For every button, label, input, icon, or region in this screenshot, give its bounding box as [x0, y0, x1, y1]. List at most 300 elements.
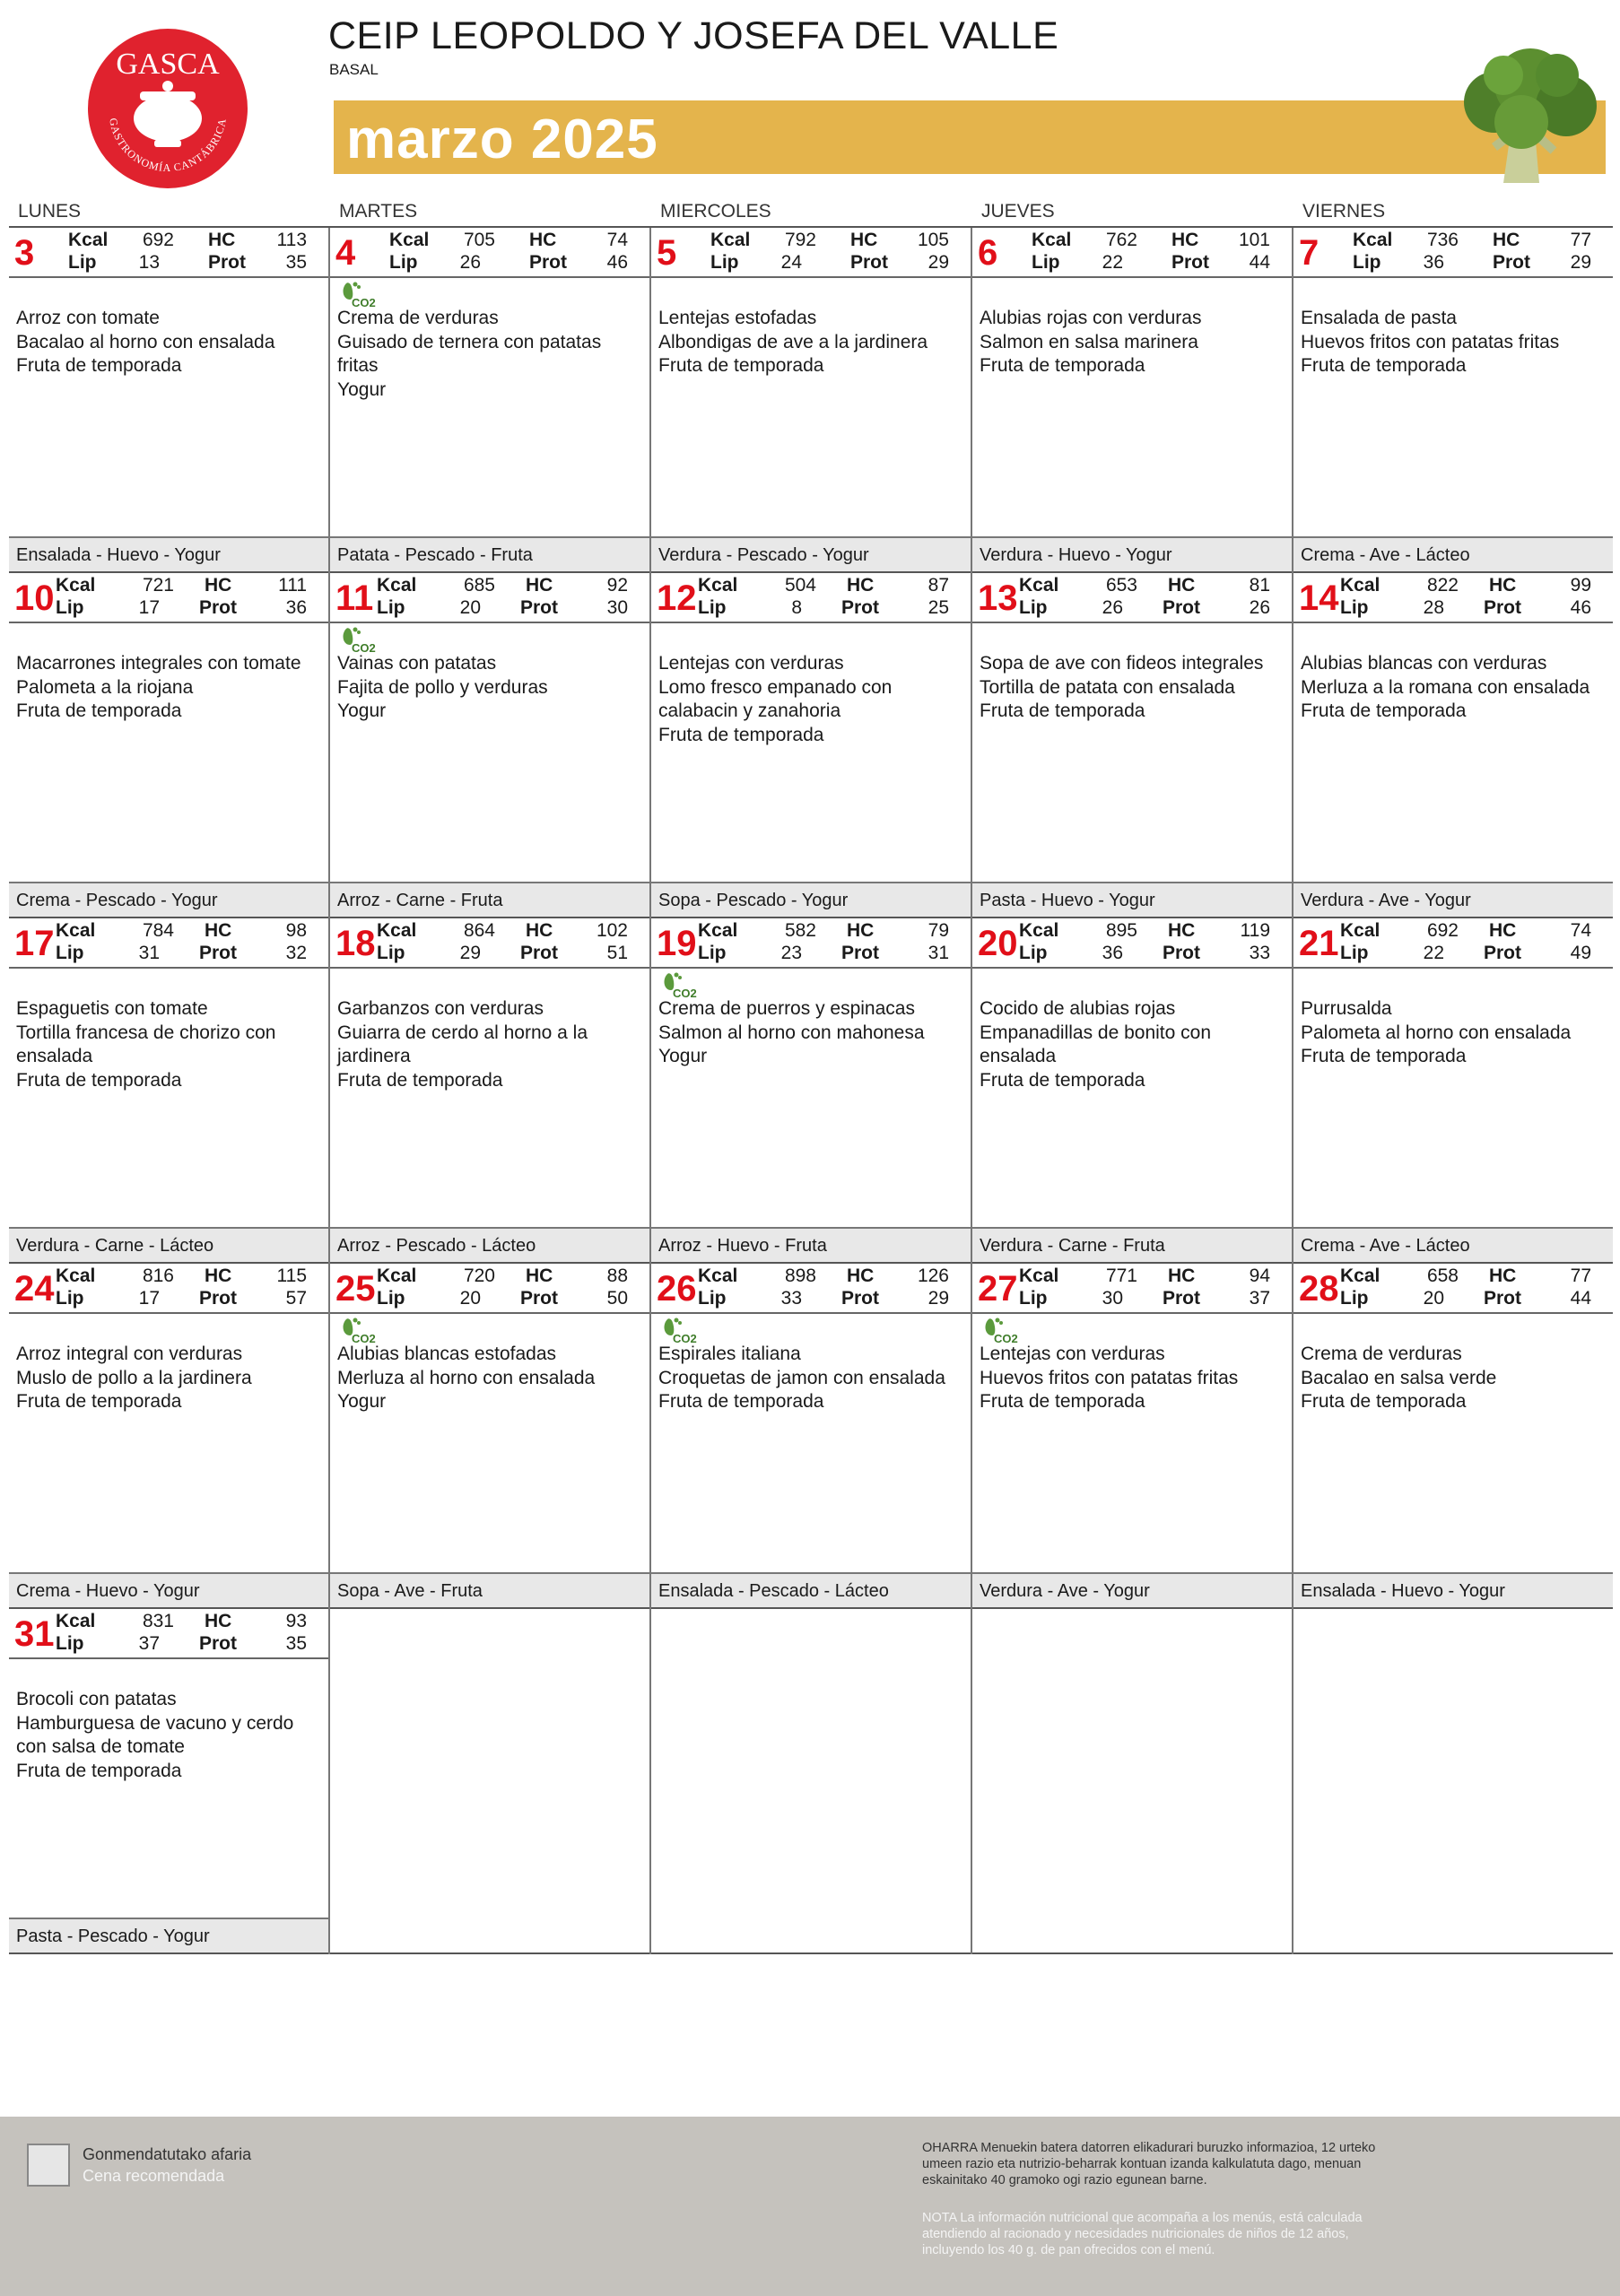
- menu-list: [658, 307, 963, 378]
- menu-dish: Bacalao al horno con ensalada: [16, 331, 275, 352]
- menu-list: [337, 307, 642, 402]
- lip-value: 36: [1423, 252, 1444, 273]
- day-number: 18: [335, 924, 376, 963]
- menu-dish: Yogur: [658, 1046, 708, 1066]
- recommended-dinner: Verdura - Huevo - Yogur: [972, 536, 1292, 572]
- kcal-label: Kcal: [56, 1611, 96, 1631]
- lip-value: 24: [780, 252, 802, 273]
- menu-dish: Albondigas de ave a la jardinera: [658, 331, 928, 352]
- recommended-dinner: Verdura - Pescado - Yogur: [651, 536, 971, 572]
- prot-value: 25: [928, 597, 949, 618]
- day-cell: [9, 918, 328, 1264]
- svg-text:CO2: CO2: [994, 1332, 1018, 1345]
- recommended-dinner: Arroz - Carne - Fruta: [330, 882, 649, 918]
- day-cell: [1293, 228, 1613, 573]
- menu-dish: Empanadillas de bonito con ensalada: [980, 1022, 1212, 1066]
- prot-value: 51: [606, 943, 628, 963]
- gasca-logo: [86, 27, 249, 190]
- lip-label: Lip: [1032, 252, 1060, 273]
- prot-value: 26: [1249, 597, 1270, 618]
- weekday-header: VIERNES: [1302, 201, 1386, 222]
- day-number: 6: [978, 233, 998, 273]
- recommended-dinner: Ensalada - Pescado - Lácteo: [651, 1572, 971, 1608]
- day-number: 11: [335, 578, 374, 618]
- menu-list: [1301, 1343, 1606, 1414]
- lip-value: 29: [459, 943, 481, 963]
- svg-text:CO2: CO2: [352, 1332, 376, 1345]
- prot-value: 37: [1249, 1288, 1270, 1309]
- nutrition-stats: [330, 1264, 649, 1314]
- prot-value: 29: [1570, 252, 1591, 273]
- lip-label: Lip: [698, 943, 727, 963]
- column-separator: [649, 228, 651, 1954]
- menu-list: [1301, 652, 1606, 724]
- day-number: 14: [1299, 578, 1339, 618]
- lip-value: 26: [1102, 597, 1123, 618]
- hc-label: HC: [1489, 1265, 1517, 1286]
- hc-value: 111: [278, 575, 307, 596]
- prot-value: 35: [285, 1633, 307, 1654]
- menu-dish: Croquetas de jamon con ensalada: [658, 1367, 945, 1388]
- prot-value: 49: [1570, 943, 1591, 963]
- column-separator: [1292, 228, 1293, 1954]
- lip-label: Lip: [56, 597, 84, 618]
- hc-value: 74: [1570, 920, 1591, 941]
- menu-list: [980, 652, 1285, 724]
- prot-value: 32: [285, 943, 307, 963]
- prot-value: 36: [285, 597, 307, 618]
- menu-dish: Fruta de temporada: [1301, 700, 1467, 721]
- lip-value: 28: [1423, 597, 1444, 618]
- prot-label: Prot: [529, 252, 567, 273]
- prot-value: 30: [606, 597, 628, 618]
- nutrition-stats: [330, 918, 649, 969]
- prot-label: Prot: [199, 1288, 237, 1309]
- lip-value: 17: [138, 597, 160, 618]
- hc-label: HC: [529, 230, 557, 250]
- hc-label: HC: [205, 1611, 232, 1631]
- hc-value: 101: [1238, 230, 1270, 250]
- day-cell: [330, 1264, 649, 1609]
- hc-value: 87: [928, 575, 949, 596]
- menu-dish: Huevos fritos con patatas fritas: [980, 1367, 1239, 1388]
- kcal-label: Kcal: [389, 230, 430, 250]
- weekday-header: LUNES: [18, 201, 82, 222]
- kcal-label: Kcal: [1340, 575, 1380, 596]
- menu-list: [658, 997, 963, 1069]
- hc-label: HC: [1168, 1265, 1196, 1286]
- hc-value: 99: [1570, 575, 1591, 596]
- hc-value: 102: [596, 920, 628, 941]
- co2-footprint-icon: [662, 970, 697, 1000]
- prot-value: 35: [285, 252, 307, 273]
- menu-dish: Guiarra de cerdo al horno a la jardinera: [337, 1022, 588, 1066]
- day-cell: [1293, 918, 1613, 1264]
- kcal-value: 762: [1105, 230, 1137, 250]
- weekday-header: JUEVES: [981, 201, 1055, 222]
- day-cell: [9, 573, 328, 918]
- nutrition-stats: [972, 228, 1292, 278]
- hc-value: 105: [917, 230, 949, 250]
- lip-value: 31: [138, 943, 160, 963]
- co2-footprint-icon: [662, 1316, 697, 1345]
- row-separator: [9, 571, 1613, 573]
- day-cell: [972, 573, 1292, 918]
- lip-label: Lip: [698, 1288, 727, 1309]
- menu-dish: Muslo de pollo a la jardinera: [16, 1367, 252, 1388]
- hc-value: 77: [1570, 1265, 1591, 1286]
- kcal-label: Kcal: [1353, 230, 1393, 250]
- menu-dish: Crema de verduras: [337, 308, 499, 328]
- month-title: marzo 2025: [346, 109, 658, 170]
- day-number: 3: [14, 233, 35, 273]
- recommended-dinner: Verdura - Ave - Yogur: [1293, 882, 1613, 918]
- prot-value: 29: [928, 1288, 949, 1309]
- lip-label: Lip: [1019, 597, 1048, 618]
- day-cell: [972, 228, 1292, 573]
- lip-value: 8: [791, 597, 802, 618]
- menu-dish: Lentejas estofadas: [658, 308, 817, 328]
- menu-dish: Fruta de temporada: [16, 1391, 182, 1412]
- day-number: 21: [1299, 924, 1339, 963]
- kcal-label: Kcal: [698, 575, 738, 596]
- day-cell: [972, 1264, 1292, 1609]
- kcal-label: Kcal: [56, 575, 96, 596]
- menu-dish: Yogur: [337, 1391, 387, 1412]
- hc-label: HC: [205, 920, 232, 941]
- column-separator: [971, 228, 972, 1954]
- menu-dish: Hamburguesa de vacuno y cerdo con salsa de tomate: [16, 1712, 294, 1757]
- day-number: 19: [657, 924, 697, 963]
- recommended-dinner: Crema - Ave - Lácteo: [1293, 536, 1613, 572]
- kcal-value: 504: [784, 575, 816, 596]
- legend-label-es: Cena recomendada: [83, 2167, 225, 2185]
- kcal-label: Kcal: [377, 920, 417, 941]
- prot-label: Prot: [199, 943, 237, 963]
- menu-dish: Fruta de temporada: [16, 1069, 182, 1091]
- kcal-value: 895: [1105, 920, 1137, 941]
- hc-value: 98: [285, 920, 307, 941]
- day-number: 17: [14, 924, 55, 963]
- menu-dish: Merluza a la romana con ensalada: [1301, 676, 1590, 698]
- prot-label: Prot: [850, 252, 888, 273]
- hc-label: HC: [526, 1265, 553, 1286]
- lip-value: 20: [459, 597, 481, 618]
- kcal-value: 582: [784, 920, 816, 941]
- nutrition-stats: [1293, 573, 1613, 623]
- recommended-dinner: Sopa - Pescado - Yogur: [651, 882, 971, 918]
- hc-value: 92: [606, 575, 628, 596]
- nutrition-stats: [1293, 1264, 1613, 1314]
- lip-label: Lip: [377, 943, 405, 963]
- lip-label: Lip: [1019, 1288, 1048, 1309]
- lip-label: Lip: [1340, 1288, 1369, 1309]
- hc-label: HC: [208, 230, 236, 250]
- hc-value: 77: [1570, 230, 1591, 250]
- menu-dish: Vainas con patatas: [337, 653, 497, 674]
- menu-dish: Sopa de ave con fideos integrales: [980, 653, 1264, 674]
- prot-value: 46: [606, 252, 628, 273]
- svg-text:CO2: CO2: [673, 1332, 697, 1345]
- menu-dish: Fruta de temporada: [980, 700, 1145, 721]
- kcal-label: Kcal: [1019, 1265, 1059, 1286]
- legend-label-eu: Gonmendatutako afaria: [83, 2145, 252, 2163]
- kcal-value: 705: [463, 230, 495, 250]
- day-number: 5: [657, 233, 677, 273]
- menu-dish: Garbanzos con verduras: [337, 998, 544, 1019]
- lip-value: 23: [780, 943, 802, 963]
- lip-label: Lip: [698, 597, 727, 618]
- menu-list: [658, 1343, 963, 1414]
- prot-value: 44: [1249, 252, 1270, 273]
- prot-label: Prot: [1484, 597, 1521, 618]
- menu-dish: Palometa al horno con ensalada: [1301, 1022, 1572, 1043]
- menu-dish: Bacalao en salsa verde: [1301, 1367, 1497, 1388]
- kcal-value: 736: [1426, 230, 1459, 250]
- hc-label: HC: [1168, 920, 1196, 941]
- day-number: 25: [335, 1269, 376, 1309]
- co2-footprint-icon: [983, 1316, 1018, 1345]
- hc-value: 93: [285, 1611, 307, 1631]
- menu-list: [16, 1343, 321, 1414]
- day-number: 4: [335, 233, 356, 273]
- day-cell: [1293, 1264, 1613, 1609]
- nutrition-stats: [9, 228, 328, 278]
- menu-dish: Huevos fritos con patatas fritas: [1301, 331, 1560, 352]
- nutrition-note-es: NOTA La información nutricional que acompaña a los menús, está calculada atendiendo al racionado y necesidades nutricionales de niños de 12 años, incluyendo los 40 g. de pan ofrecidos con el menú.: [922, 2211, 1363, 2257]
- nutrition-stats: [651, 228, 971, 278]
- menu-dish: Palometa a la riojana: [16, 676, 194, 698]
- lip-value: 36: [1102, 943, 1123, 963]
- hc-label: HC: [1489, 920, 1517, 941]
- svg-text:CO2: CO2: [352, 296, 376, 309]
- kcal-label: Kcal: [1032, 230, 1072, 250]
- menu-dish: Crema de verduras: [1301, 1344, 1462, 1364]
- lip-value: 22: [1423, 943, 1444, 963]
- recommended-dinner: Pasta - Pescado - Yogur: [9, 1918, 328, 1953]
- co2-footprint-icon: [341, 280, 376, 309]
- kcal-value: 864: [463, 920, 495, 941]
- kcal-value: 822: [1426, 575, 1459, 596]
- hc-value: 81: [1249, 575, 1270, 596]
- prot-label: Prot: [199, 1633, 237, 1654]
- recommended-dinner: Sopa - Ave - Fruta: [330, 1572, 649, 1608]
- kcal-value: 898: [784, 1265, 816, 1286]
- prot-value: 33: [1249, 943, 1270, 963]
- menu-dish: Ensalada de pasta: [1301, 308, 1457, 328]
- kcal-label: Kcal: [1019, 575, 1059, 596]
- nutrition-stats: [972, 573, 1292, 623]
- recommended-dinner: Arroz - Pescado - Lácteo: [330, 1227, 649, 1263]
- day-cell: [9, 228, 328, 573]
- logo-subtext: GASTRONOMÍA CANTÁBRICA: [107, 117, 229, 175]
- day-number: 7: [1299, 233, 1320, 273]
- recommended-dinner: Arroz - Huevo - Fruta: [651, 1227, 971, 1263]
- hc-label: HC: [205, 1265, 232, 1286]
- menu-list: [658, 652, 963, 747]
- prot-label: Prot: [520, 943, 558, 963]
- kcal-label: Kcal: [56, 1265, 96, 1286]
- recommended-dinner: Crema - Huevo - Yogur: [9, 1572, 328, 1608]
- kcal-value: 685: [463, 575, 495, 596]
- hc-label: HC: [526, 575, 553, 596]
- recommended-dinner: Crema - Ave - Lácteo: [1293, 1227, 1613, 1263]
- kcal-value: 771: [1105, 1265, 1137, 1286]
- school-name: CEIP LEOPOLDO Y JOSEFA DEL VALLE: [328, 14, 1059, 57]
- prot-label: Prot: [841, 1288, 879, 1309]
- recommended-dinner: Verdura - Carne - Lácteo: [9, 1227, 328, 1263]
- menu-dish: Salmon al horno con mahonesa: [658, 1022, 925, 1043]
- hc-value: 113: [276, 230, 307, 250]
- hc-value: 88: [606, 1265, 628, 1286]
- nutrition-stats: [330, 573, 649, 623]
- recommended-dinner: Ensalada - Huevo - Yogur: [1293, 1572, 1613, 1608]
- hc-label: HC: [1168, 575, 1196, 596]
- menu-list: [16, 652, 321, 724]
- nutrition-stats: [9, 573, 328, 623]
- prot-value: 57: [285, 1288, 307, 1309]
- menu-dish: Fruta de temporada: [980, 1391, 1145, 1412]
- day-number: 31: [14, 1614, 55, 1654]
- kcal-label: Kcal: [710, 230, 751, 250]
- menu-dish: Salmon en salsa marinera: [980, 331, 1198, 352]
- kcal-value: 653: [1105, 575, 1137, 596]
- lip-label: Lip: [68, 252, 97, 273]
- svg-text:CO2: CO2: [352, 641, 376, 655]
- nutrition-stats: [651, 1264, 971, 1314]
- lip-value: 37: [138, 1633, 160, 1654]
- recommended-dinner: Patata - Pescado - Fruta: [330, 536, 649, 572]
- kcal-value: 831: [142, 1611, 174, 1631]
- row-separator: [9, 1952, 1613, 1954]
- day-number: 27: [978, 1269, 1018, 1309]
- day-number: 12: [657, 578, 697, 618]
- day-number: 24: [14, 1269, 55, 1309]
- footer: [0, 2117, 1620, 2296]
- menu-dish: Cocido de alubias rojas: [980, 998, 1176, 1019]
- day-cell: [330, 228, 649, 573]
- hc-value: 115: [276, 1265, 307, 1286]
- menu-dish: Purrusalda: [1301, 998, 1392, 1019]
- lip-value: 26: [459, 252, 481, 273]
- menu-dish: Fruta de temporada: [16, 1760, 182, 1781]
- menu-dish: Brocoli con patatas: [16, 1689, 177, 1709]
- nutrition-stats: [1293, 228, 1613, 278]
- prot-label: Prot: [199, 597, 237, 618]
- prot-label: Prot: [841, 597, 879, 618]
- menu-dish: Tortilla de patata con ensalada: [980, 676, 1235, 698]
- kcal-label: Kcal: [698, 920, 738, 941]
- day-cell: [9, 1609, 328, 1954]
- menu-dish: Fruta de temporada: [16, 700, 182, 721]
- lip-value: 22: [1102, 252, 1123, 273]
- recommended-dinner: Verdura - Ave - Yogur: [972, 1572, 1292, 1608]
- lip-value: 30: [1102, 1288, 1123, 1309]
- lip-value: 17: [138, 1288, 160, 1309]
- broccoli-icon: [1441, 39, 1611, 190]
- prot-label: Prot: [1493, 252, 1530, 273]
- day-number: 13: [978, 578, 1018, 618]
- hc-label: HC: [847, 920, 875, 941]
- menu-dish: Macarrones integrales con tomate: [16, 653, 301, 674]
- menu-list: [980, 997, 1285, 1092]
- menu-dish: Espirales italiana: [658, 1344, 801, 1364]
- prot-label: Prot: [1484, 1288, 1521, 1309]
- day-cell: [651, 573, 971, 918]
- day-cell: [651, 918, 971, 1264]
- lip-label: Lip: [56, 1633, 84, 1654]
- prot-label: Prot: [1163, 1288, 1200, 1309]
- menu-list: [1301, 307, 1606, 378]
- nutrition-stats: [9, 1264, 328, 1314]
- lip-value: 33: [780, 1288, 802, 1309]
- kcal-value: 784: [142, 920, 174, 941]
- menu-dish: Arroz con tomate: [16, 308, 160, 328]
- lip-label: Lip: [1340, 597, 1369, 618]
- kcal-value: 720: [463, 1265, 495, 1286]
- month-banner: [334, 100, 1606, 174]
- hc-label: HC: [205, 575, 232, 596]
- menu-dish: Guisado de ternera con patatas fritas: [337, 331, 602, 376]
- lip-label: Lip: [710, 252, 739, 273]
- nutrition-stats: [972, 918, 1292, 969]
- menu-list: [337, 1343, 642, 1414]
- hc-label: HC: [1171, 230, 1199, 250]
- prot-label: Prot: [1163, 943, 1200, 963]
- menu-dish: Lomo fresco empanado con calabacin y zanahoria: [658, 676, 893, 721]
- menu-dish: Yogur: [337, 378, 387, 400]
- lip-label: Lip: [389, 252, 418, 273]
- lip-label: Lip: [1019, 943, 1048, 963]
- kcal-value: 692: [1426, 920, 1459, 941]
- nutrition-stats: [330, 228, 649, 278]
- menu-dish: Fruta de temporada: [980, 1069, 1145, 1091]
- menu-list: [337, 652, 642, 724]
- menu-dish: Fruta de temporada: [658, 1391, 824, 1412]
- menu-dish: Alubias blancas estofadas: [337, 1344, 556, 1364]
- day-number: 28: [1299, 1269, 1339, 1309]
- menu-dish: Fruta de temporada: [658, 355, 824, 376]
- lip-value: 20: [459, 1288, 481, 1309]
- cena-legend-swatch: [27, 2144, 70, 2187]
- menu-dish: Arroz integral con verduras: [16, 1344, 243, 1364]
- column-separator: [328, 228, 330, 1954]
- recommended-dinner: Pasta - Huevo - Yogur: [972, 882, 1292, 918]
- menu-dish: Fruta de temporada: [658, 724, 824, 745]
- menu-list: [16, 307, 321, 378]
- menu-dish: Fruta de temporada: [980, 355, 1145, 376]
- menu-dish: Yogur: [337, 700, 387, 721]
- prot-label: Prot: [1484, 943, 1521, 963]
- menu-dish: Crema de puerros y espinacas: [658, 998, 915, 1019]
- menu-list: [1301, 997, 1606, 1069]
- lip-label: Lip: [56, 1288, 84, 1309]
- svg-text:CO2: CO2: [673, 987, 697, 1000]
- co2-footprint-icon: [341, 625, 376, 655]
- hc-value: 119: [1240, 920, 1270, 941]
- row-separator: [9, 1262, 1613, 1264]
- prot-label: Prot: [841, 943, 879, 963]
- hc-label: HC: [1493, 230, 1520, 250]
- lip-label: Lip: [1353, 252, 1381, 273]
- hc-value: 126: [917, 1265, 949, 1286]
- recommended-dinner: Crema - Pescado - Yogur: [9, 882, 328, 918]
- hc-label: HC: [1489, 575, 1517, 596]
- prot-label: Prot: [520, 597, 558, 618]
- weekday-header: MARTES: [339, 201, 418, 222]
- menu-list: [16, 1688, 321, 1783]
- prot-value: 31: [928, 943, 949, 963]
